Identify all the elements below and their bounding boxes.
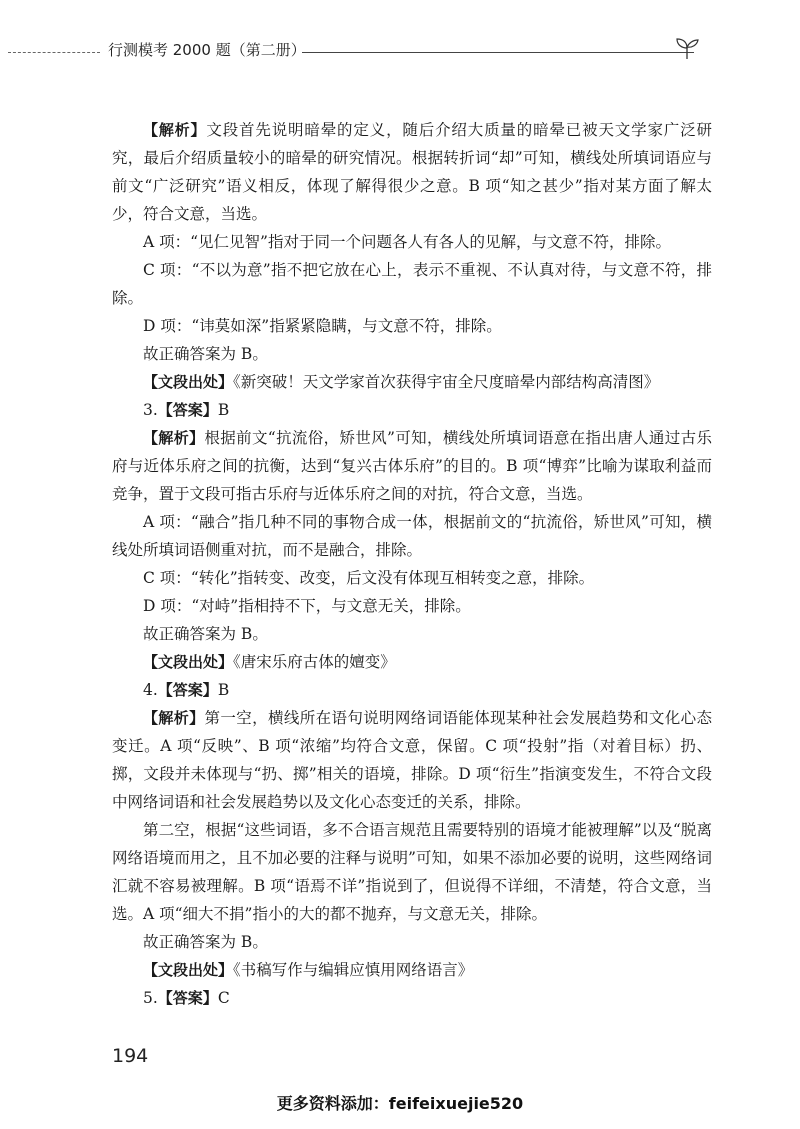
paragraph-text: 根据前文“抗流俗，矫世风”可知，横线处所填词语意在指出唐人通过古乐府与近体乐府之间的抗衡，达到“复兴古体乐府”的目的。B 项“博弈”比喻为谋取利益而竞争，置于文段可指古乐府与近体乐府之间的对抗，符合文意，当选。 [112,429,712,503]
paragraph [112,704,712,816]
paragraph-text: C 项：“不以为意”指不把它放在心上，表示不重视、不认真对待，与文意不符，排除。 [112,261,712,307]
paragraph-text: C 项：“转化”指转变、改变，后文没有体现互相转变之意，排除。 [143,569,595,587]
paragraph [112,424,712,508]
paragraph-text: 文段首先说明暗晕的定义，随后介绍大质量的暗晕已被天文学家广泛研究，最后介绍质量较小的暗晕的研究情况。根据转折词“却”可知，横线处所填词语应与前文“广泛研究”语义相反，体现了解得很少之意。B 项“知之甚少”指对某方面了解太少，符合文意，当选。 [112,121,712,223]
paragraph [112,396,712,424]
paragraph [112,928,712,956]
paragraph [112,312,712,340]
section-label: 【解析】 [143,709,205,727]
header-rule-left [8,52,100,53]
paragraph [112,592,712,620]
paragraph [112,648,712,676]
paragraph [112,368,712,396]
paragraph-text: D 项：“对峙”指相持不下，与文意无关，排除。 [143,597,471,615]
section-label: 【文段出处】 [143,373,234,391]
section-label: 【答案】 [157,401,218,419]
question-number: 3. [143,401,158,419]
section-label: 【答案】 [157,989,218,1007]
paragraph-text: B [217,681,230,699]
paragraph-text: 第二空，根据“这些词语，多不合语言规范且需要特别的语境才能被理解”以及“脱离网络语境而用之，且不加必要的注释与说明”可知，如果不添加必要的说明，这些网络词汇就不容易被理解。B 项“语焉不详”指说到了，但说得不详细，不清楚，符合文意，当选。A 项“细大不捐”指小的大的都不抛弃，与文意无关，排除。 [112,821,712,923]
sprout-icon [674,36,700,60]
paragraph [112,340,712,368]
question-number: 5. [143,989,158,1007]
paragraph-text: 第一空，横线所在语句说明网络词语能体现某种社会发展趋势和文化心态变迁。A 项“反映”、B 项“浓缩”均符合文意，保留。C 项“投射”指（对着目标）扔、掷，文段并未体现与“扔、掷”相关的语境，排除。D 项“衍生”指演变发生，不符合文段中网络词语和社会发展趋势以及文化心态变迁的关系，排除。 [112,709,712,811]
paragraph-text: A 项：“见仁见智”指对于同一个问题各人有各人的见解，与文意不符，排除。 [143,233,671,251]
section-label: 【答案】 [157,681,218,699]
paragraph [112,256,712,312]
paragraph [112,816,712,928]
paragraph-text: 《新突破！天文学家首次获得宇宙全尺度暗晕内部结构高清图》 [233,373,660,391]
answer-explanations [112,116,712,1012]
section-label: 【解析】 [143,121,207,139]
paragraph [112,228,712,256]
paragraph [112,620,712,648]
paragraph-text: 《书稿写作与编辑应慎用网络语言》 [233,961,474,979]
paragraph-text: 《唐宋乐府古体的嬗变》 [233,653,396,671]
paragraph-text: 故正确答案为 B。 [143,933,268,951]
running-header [0,36,800,66]
section-label: 【文段出处】 [143,961,234,979]
paragraph [112,676,712,704]
question-number: 4. [143,681,158,699]
paragraph [112,564,712,592]
page-number: 194 [112,1045,149,1067]
header-title: 行测模考 2000 题（第二册） [108,41,306,59]
paragraph [112,984,712,1012]
paragraph-text: D 项：“讳莫如深”指紧紧隐瞒，与文意不符，排除。 [143,317,502,335]
header-rule-right [302,52,694,53]
section-label: 【文段出处】 [143,653,234,671]
paragraph [112,116,712,228]
paragraph [112,508,712,564]
paragraph-text: A 项：“融合”指几种不同的事物合成一体，根据前文的“抗流俗，矫世风”可知，横线处所填词语侧重对抗，而不是融合，排除。 [112,513,712,559]
footer-note: 更多资料添加：feifeixuejie520 [276,1094,524,1113]
paragraph [112,956,712,984]
paragraph-text: 故正确答案为 B。 [143,345,268,363]
paragraph-text: B [217,401,230,419]
section-label: 【解析】 [143,429,205,447]
paragraph-text: C [217,989,230,1007]
paragraph-text: 故正确答案为 B。 [143,625,268,643]
